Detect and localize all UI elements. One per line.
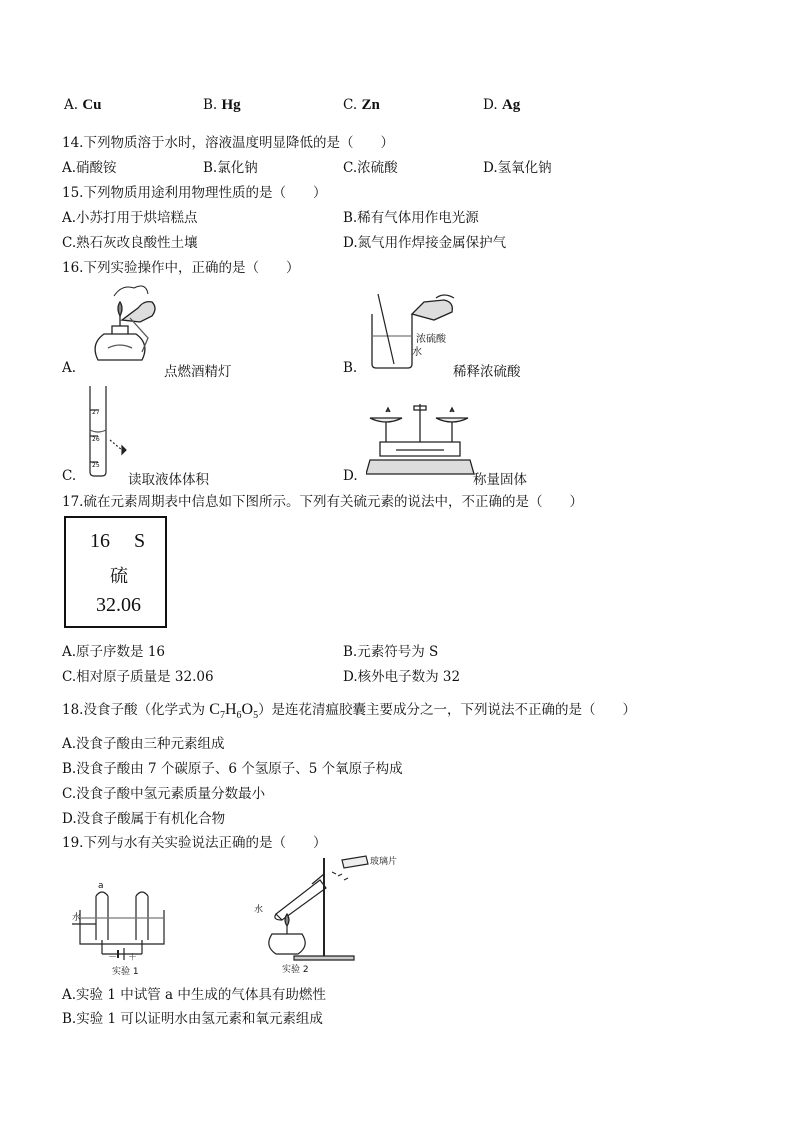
q14-option-a: A.硝酸铵	[62, 160, 117, 176]
q14-option-d: D.氢氧化钠	[483, 160, 552, 176]
electrolysis-figure	[72, 874, 182, 978]
graduated-cylinder-figure	[82, 384, 132, 480]
q18-stem	[62, 698, 636, 721]
q16-option-d-letter: D.	[343, 468, 358, 484]
q15-option-c: C.熟石灰改良酸性土壤	[62, 235, 198, 251]
q14-option-c: C.浓硫酸	[343, 160, 398, 176]
element-atomic-number: 16	[90, 530, 110, 552]
q14-stem: 14.下列物质溶于水时，溶液温度明显降低的是（ ）	[62, 135, 394, 151]
q13-option-b: B. Hg	[203, 97, 241, 113]
q15-option-b: B.稀有气体用作电光源	[343, 210, 479, 226]
q16-option-b-caption: 稀释浓硫酸	[453, 364, 521, 380]
q16-option-a-caption: 点燃酒精灯	[164, 364, 232, 380]
q14-option-b: B.氯化钠	[203, 160, 258, 176]
minus-label: －	[108, 953, 118, 963]
q16-option-d-caption: 称量固体	[473, 472, 527, 488]
acid-label: 浓硫酸	[416, 334, 446, 345]
q18-option-c: C.没食子酸中氢元素质量分数最小	[62, 786, 266, 802]
water-label-exp2: 水	[254, 905, 264, 915]
q16-option-a-letter: A.	[62, 360, 77, 376]
q18-option-d: D.没食子酸属于有机化合物	[62, 811, 226, 827]
q17-option-c: C.相对原子质量是 32.06	[62, 669, 214, 685]
q16-option-c-caption: 读取液体体积	[128, 472, 209, 488]
element-name: 硫	[110, 566, 128, 587]
water-label: 水	[412, 347, 422, 358]
tick-label-27: 27	[92, 409, 100, 416]
q17-stem: 17.硫在元素周期表中信息如下图所示。下列有关硫元素的说法中，不正确的是（ ）	[62, 494, 583, 510]
q18-option-b: B.没食子酸由 7 个碳原子、6 个氢原子、5 个氧原子构成	[62, 761, 403, 777]
q15-option-a: A.小苏打用于烘培糕点	[62, 210, 198, 226]
q19-option-a: A.实验 1 中试管 a 中生成的气体具有助燃性	[62, 987, 326, 1003]
tube-a-label: a	[98, 881, 104, 891]
exp2-caption: 实验 2	[282, 965, 309, 975]
q16-stem: 16.下列实验操作中，正确的是（ ）	[62, 260, 300, 276]
q18-stem-before: 18.没食子酸（化学式为	[62, 702, 210, 718]
q17-option-d: D.核外电子数为 32	[343, 669, 461, 685]
boiling-water-figure	[254, 854, 404, 978]
tick-label-26: 26	[92, 436, 100, 443]
plus-label: ＋	[128, 953, 138, 963]
dilute-acid-figure	[364, 292, 464, 372]
chemical-formula: $C_7H_6O_5$	[209, 701, 259, 722]
glass-slide-label: 玻璃片	[370, 857, 398, 867]
q19-stem: 19.下列与水有关实验说法正确的是（ ）	[62, 835, 327, 851]
q17-option-b: B.元素符号为 S	[343, 644, 439, 660]
q16-option-c-letter: C.	[62, 468, 77, 484]
water-label-exp1: 水	[72, 913, 82, 923]
balance-scale-figure	[366, 402, 476, 478]
q13-option-d: D. Ag	[483, 97, 521, 113]
alcohol-lamp-figure	[86, 278, 164, 370]
q18-option-a: A.没食子酸由三种元素组成	[62, 736, 225, 752]
q18-stem-after: ）是连花清瘟胶囊主要成分之一，下列说法不正确的是（ ）	[258, 702, 637, 718]
q19-option-b: B.实验 1 可以证明水由氢元素和氧元素组成	[62, 1011, 323, 1027]
q15-option-d: D.氮气用作焊接金属保护气	[343, 235, 507, 251]
q16-option-b-letter: B.	[343, 360, 358, 376]
element-atomic-mass: 32.06	[96, 594, 141, 616]
exp1-caption: 实验 1	[112, 967, 139, 977]
q13-option-c: C. Zn	[343, 97, 380, 113]
q13-option-a: A. Cu	[64, 97, 102, 113]
q15-stem: 15.下列物质用途利用物理性质的是（ ）	[62, 185, 327, 201]
element-tile	[64, 516, 167, 628]
q17-option-a: A.原子序数是 16	[62, 644, 166, 660]
tick-label-25: 25	[92, 462, 100, 469]
element-symbol: S	[134, 530, 146, 552]
